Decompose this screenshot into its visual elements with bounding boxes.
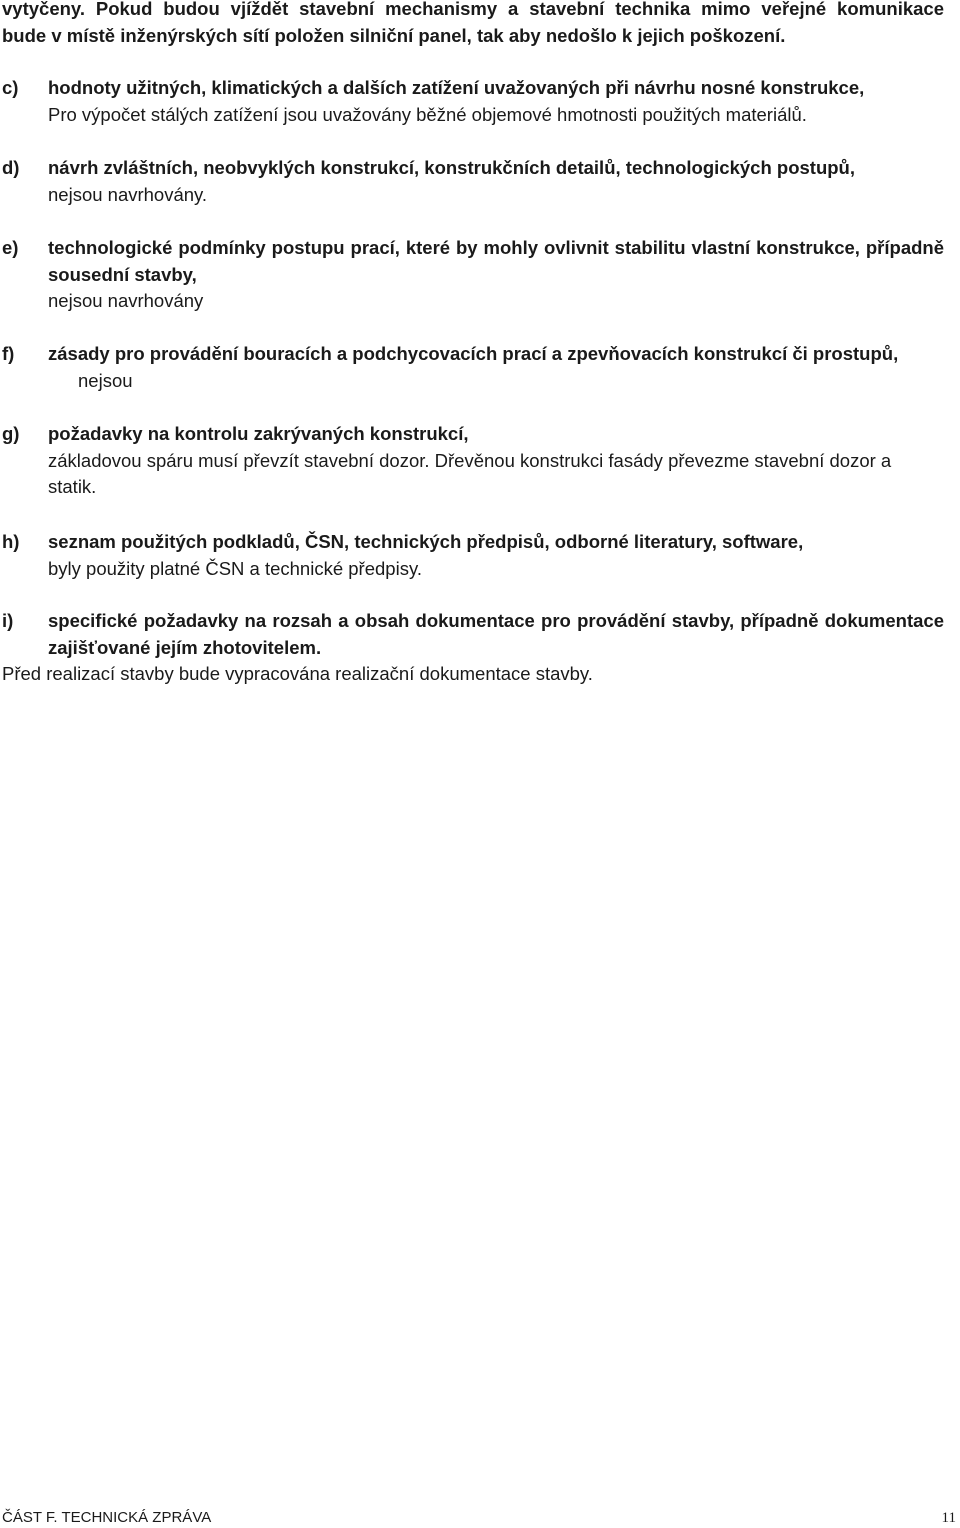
item-text: Pro výpočet stálých zatížení jsou uvažovány běžné objemové hmotnosti použitých materiálů. [48,103,807,125]
item-text: nejsou navrhovány. [48,183,208,205]
item-heading: zásady pro provádění bouracích a podchycovacích prací a zpevňovacích konstrukcí či prostupů, [48,343,899,364]
item-letter: h) [2,531,20,552]
item-letter: e) [2,237,19,258]
item-heading: technologické podmínky postupu prací, které by mohly ovlivnit stabilitu vlastní konstrukce, případně sousední stavby, [48,237,944,285]
item-text: byly použity platné ČSN a technické předpisy. [48,557,422,579]
item-heading: požadavky na kontrolu zakrývaných konstrukcí, [48,423,469,444]
item-letter: f) [2,343,15,364]
intro-line-2: bude v místě inženýrských sítí položen silniční panel, tak aby nedošlo k jejich poškození. [2,24,786,46]
item-heading: seznam použitých podkladů, ČSN, technických předpisů, odborné literatury, software, [48,531,804,552]
item-text: nejsou [78,369,133,391]
item-c [2,75,944,128]
footer-section-title: ČÁST F. TECHNICKÁ ZPRÁVA [2,1509,212,1526]
item-h [2,529,944,582]
item-heading: návrh zvláštních, neobvyklých konstrukcí, konstrukčních detailů, technologických postupů, [48,157,855,178]
footer-page-number: 11 [941,1510,956,1526]
item-i [2,608,944,661]
intro-line-1: vytyčeny. Pokud budou vjíždět stavební mechanismy a stavební technika mimo veřejné komunikace [2,0,944,19]
item-d [2,155,944,208]
closing-paragraph: Před realizací stavby bude vypracována realizační dokumentace stavby. [2,663,593,684]
intro-paragraph [2,0,944,49]
item-heading: hodnoty užitných, klimatických a dalších zatížení uvažovaných při návrhu nosné konstrukce, [48,77,865,98]
item-letter: i) [2,610,14,631]
item-letter: c) [2,77,19,98]
item-letter: d) [2,157,20,178]
item-g [2,421,944,501]
item-letter: g) [2,423,20,444]
item-text: základovou spáru musí převzít stavební dozor. Dřevěnou konstrukci fasády převezme stavební dozor a statik. [48,449,892,497]
item-heading: specifické požadavky na rozsah a obsah dokumentace pro provádění stavby, případně dokumentace zajišťované jejím zhotovitelem. [48,610,944,658]
item-text: nejsou navrhovány [48,290,204,311]
item-e [2,235,944,315]
item-f [2,341,944,394]
